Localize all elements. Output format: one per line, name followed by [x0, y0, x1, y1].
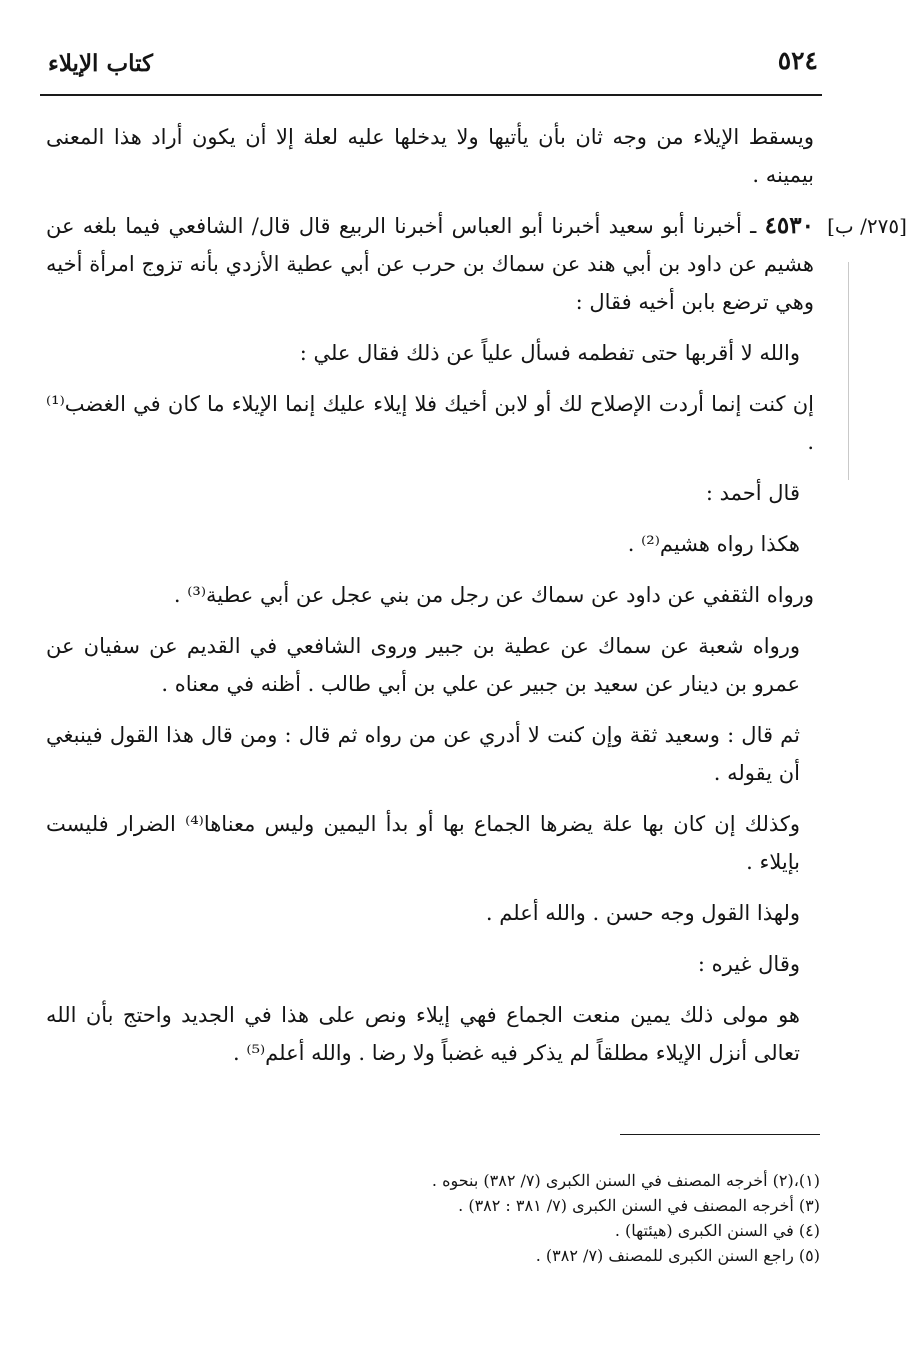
main-text	[46, 118, 814, 1085]
footnotes	[150, 1168, 820, 1268]
paragraph-hadith-4530	[46, 207, 814, 321]
hadith-number: ٤٥٣٠	[764, 212, 814, 239]
paragraph-9: ثم قال : وسعيد ثقة وإن كنت لا أدري عن من رواه ثم قال : ومن قال هذا القول فينبغي أن يقوله .	[46, 723, 800, 785]
page-header	[40, 46, 822, 96]
manuscript-folio-reference: [٢٧٥/ ب]	[827, 214, 907, 238]
margin-rule	[848, 262, 849, 480]
footnote-5: (٥) راجع السنن الكبرى للمصنف (٧/ ٣٨٢) .	[535, 1246, 820, 1265]
paragraph-12: وقال غيره :	[697, 952, 800, 976]
page-number: ٥٢٤	[777, 46, 818, 75]
paragraph-11: ولهذا القول وجه حسن . والله أعلم .	[485, 901, 800, 925]
paragraph-7: ورواه الثقفي عن داود عن سماك عن رجل من بني عجل عن أبي عطية⁽³⁾ .	[173, 583, 814, 607]
footnote-4: (٤) في السنن الكبرى (هيئتها) .	[614, 1221, 820, 1240]
footnote-3: (٣) أخرجه المصنف في السنن الكبرى (٧/ ٣٨١ : ٣٨٢) .	[458, 1196, 820, 1215]
running-title: كتاب الإيلاء	[48, 50, 154, 77]
paragraph-13: هو مولى ذلك يمين منعت الجماع فهي إيلاء ونص على هذا في الجديد واحتج بأن الله تعالى أنزل الإيلاء مطلقاً لم يذكر فيه غضباً ولا رضا . والله أعلم⁽⁵⁾ .	[46, 1003, 800, 1065]
paragraph-5: قال أحمد :	[705, 481, 800, 505]
paragraph-3: والله لا أقربها حتى تفطمه فسأل علياً عن ذلك فقال علي :	[299, 341, 800, 365]
footnote-separator	[620, 1134, 820, 1135]
hadith-text: ـ أخبرنا أبو سعيد أخبرنا أبو العباس أخبرنا الربيع قال قال/ الشافعي فيما بلغه عن هشيم عن داود بن أبي هند عن سماك بن حرب عن أبي عطية الأزدي بأنه تزوج امرأة أخيه وهي ترضع بابن أخيه فقال :	[46, 214, 814, 314]
paragraph-4: إن كنت إنما أردت الإصلاح لك أو لابن أخيك فلا إيلاء عليك إنما الإيلاء ما كان في الغضب⁽¹⁾ .	[46, 392, 814, 454]
paragraph-1: ويسقط الإيلاء من وجه ثان بأن يأتيها ولا يدخلها عليه لعلة إلا أن يكون أراد هذا المعنى بيمينه .	[46, 125, 814, 187]
paragraph-6: هكذا رواه هشيم⁽²⁾ .	[627, 532, 800, 556]
paragraph-10: وكذلك إن كان بها علة يضرها الجماع بها أو بدأ اليمين وليس معناها⁽⁴⁾ الضرار فليست بإيلاء .	[46, 812, 801, 874]
footnote-1-2: (١)،(٢) أخرجه المصنف في السنن الكبرى (٧/ ٣٨٢) بنحوه .	[431, 1171, 820, 1190]
paragraph-8: ورواه شعبة عن سماك عن عطية بن جبير وروى الشافعي في القديم عن سفيان عن عمرو بن دينار عن سعيد بن جبير عن علي بن أبي طالب . أظنه في معناه .	[46, 634, 800, 696]
